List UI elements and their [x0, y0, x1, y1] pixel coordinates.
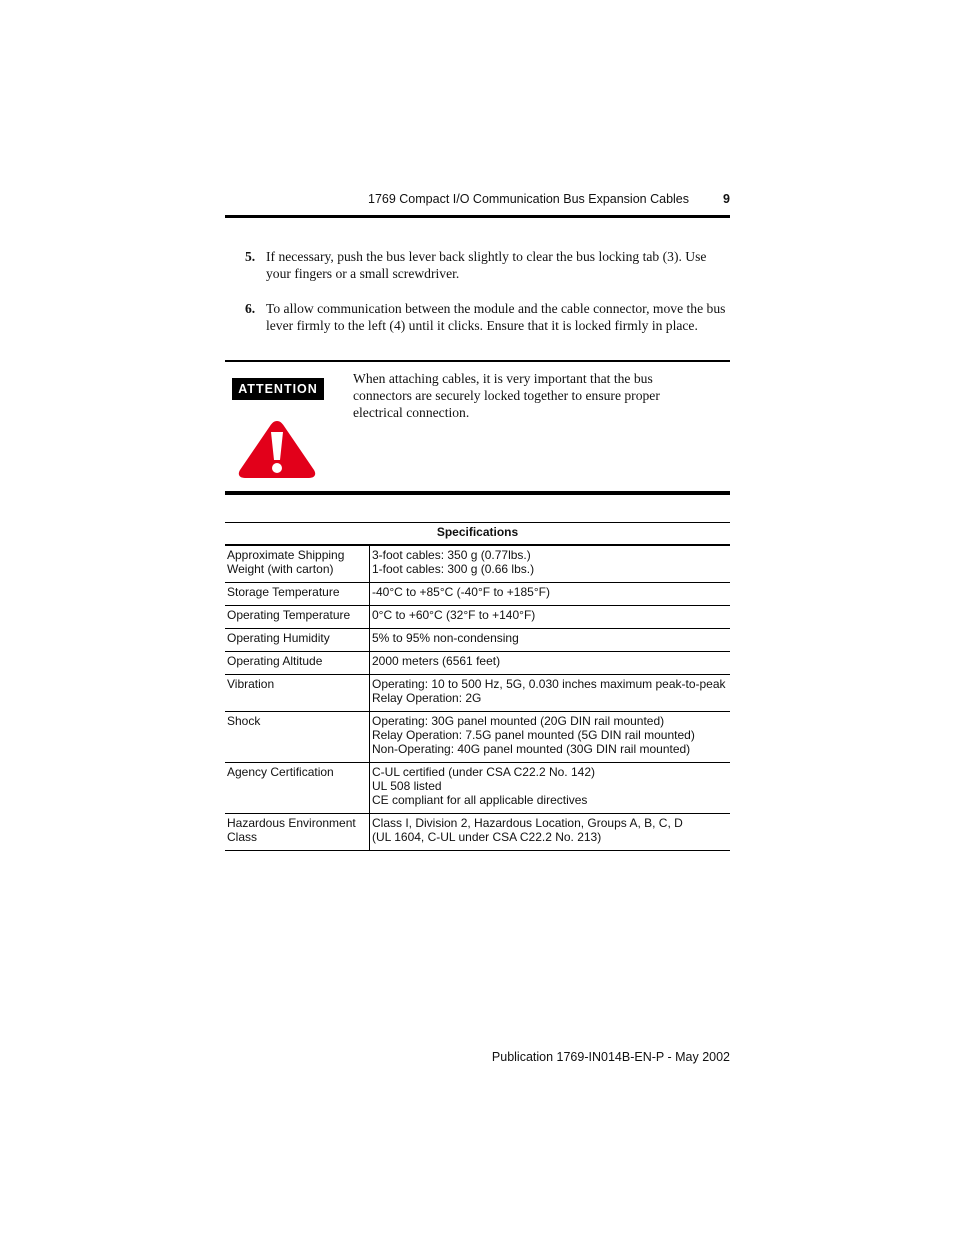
table-row	[225, 545, 730, 583]
spec-value-line: Relay Operation: 7.5G panel mounted (5G DIN rail mounted)	[372, 728, 695, 742]
spec-value-line: Class I, Division 2, Hazardous Location, Groups A, B, C, D	[372, 816, 683, 830]
spec-label: Hazardous Environment Class	[225, 814, 370, 851]
table-row	[225, 606, 730, 629]
running-header	[225, 192, 730, 212]
spec-table-title: Specifications	[436, 525, 519, 539]
spec-value-line: (UL 1604, C-UL under CSA C22.2 No. 213)	[372, 830, 602, 844]
spec-label: Agency Certification	[225, 763, 370, 814]
spec-value-line: 1-foot cables: 300 g (0.66 lbs.)	[372, 562, 535, 576]
spec-value-line: Operating: 10 to 500 Hz, 5G, 0.030 inches maximum peak-to-peak	[372, 677, 726, 691]
spec-value	[370, 629, 731, 652]
spec-value-line: 5% to 95% non-condensing	[372, 631, 519, 645]
spec-value-line: -40°C to +85°C (-40°F to +185°F)	[372, 585, 550, 599]
spec-value-line: Operating: 30G panel mounted (20G DIN rail mounted)	[372, 714, 665, 728]
spec-value-line: 2000 meters (6561 feet)	[372, 654, 501, 668]
table-row	[225, 763, 730, 814]
spec-value-line: UL 508 listed	[372, 779, 442, 793]
spec-value	[370, 606, 731, 629]
spec-label: Storage Temperature	[225, 583, 370, 606]
spec-label: Operating Altitude	[225, 652, 370, 675]
spec-value	[370, 763, 731, 814]
spec-value-line: CE compliant for all applicable directives	[372, 793, 588, 807]
step-text: If necessary, push the bus lever back slightly to clear the bus locking tab (3). Use your fingers or a small screwdriver.	[266, 249, 707, 281]
warning-exclamation-icon	[236, 418, 318, 480]
table-row	[225, 629, 730, 652]
attention-text: When attaching cables, it is very important that the bus connectors are securely locked together to ensure proper electrical connection.	[353, 371, 660, 420]
table-row	[225, 675, 730, 712]
spec-value	[370, 814, 731, 851]
spec-label: Approximate Shipping Weight (with carton)	[225, 545, 370, 583]
spec-value	[370, 712, 731, 763]
spec-value-line: Non-Operating: 40G panel mounted (30G DIN rail mounted)	[372, 742, 691, 756]
attention-label: ATTENTION	[232, 378, 324, 400]
spec-value	[370, 675, 731, 712]
publication-footer: Publication 1769-IN014B-EN-P - May 2002	[491, 1050, 730, 1064]
spec-value-line: C-UL certified (under CSA C22.2 No. 142)	[372, 765, 595, 779]
table-row	[225, 814, 730, 851]
table-row	[225, 652, 730, 675]
spec-top-rule	[225, 522, 730, 523]
header-title: 1769 Compact I/O Communication Bus Expansion Cables	[368, 192, 689, 206]
spec-value	[370, 583, 731, 606]
spec-label: Operating Humidity	[225, 629, 370, 652]
step-number: 5.	[245, 249, 256, 264]
step-text: To allow communication between the module and the cable connector, move the bus lever firmly to the left (4) until it clicks. Ensure that it is locked firmly in place.	[266, 301, 726, 333]
attention-top-rule	[225, 360, 730, 362]
table-row	[225, 712, 730, 763]
attention-bottom-rule	[225, 491, 730, 495]
spec-value-line: 0°C to +60°C (32°F to +140°F)	[372, 608, 536, 622]
step-number: 6.	[245, 301, 256, 316]
spec-label: Shock	[225, 712, 370, 763]
spec-value	[370, 545, 731, 583]
spec-table	[225, 544, 730, 851]
table-row	[225, 583, 730, 606]
page-number: 9	[723, 192, 730, 206]
spec-value	[370, 652, 731, 675]
spec-value-line: Relay Operation: 2G	[372, 691, 482, 705]
spec-value-line: 3-foot cables: 350 g (0.77lbs.)	[372, 548, 531, 562]
spec-label: Operating Temperature	[225, 606, 370, 629]
header-rule	[225, 215, 730, 218]
spec-label: Vibration	[225, 675, 370, 712]
